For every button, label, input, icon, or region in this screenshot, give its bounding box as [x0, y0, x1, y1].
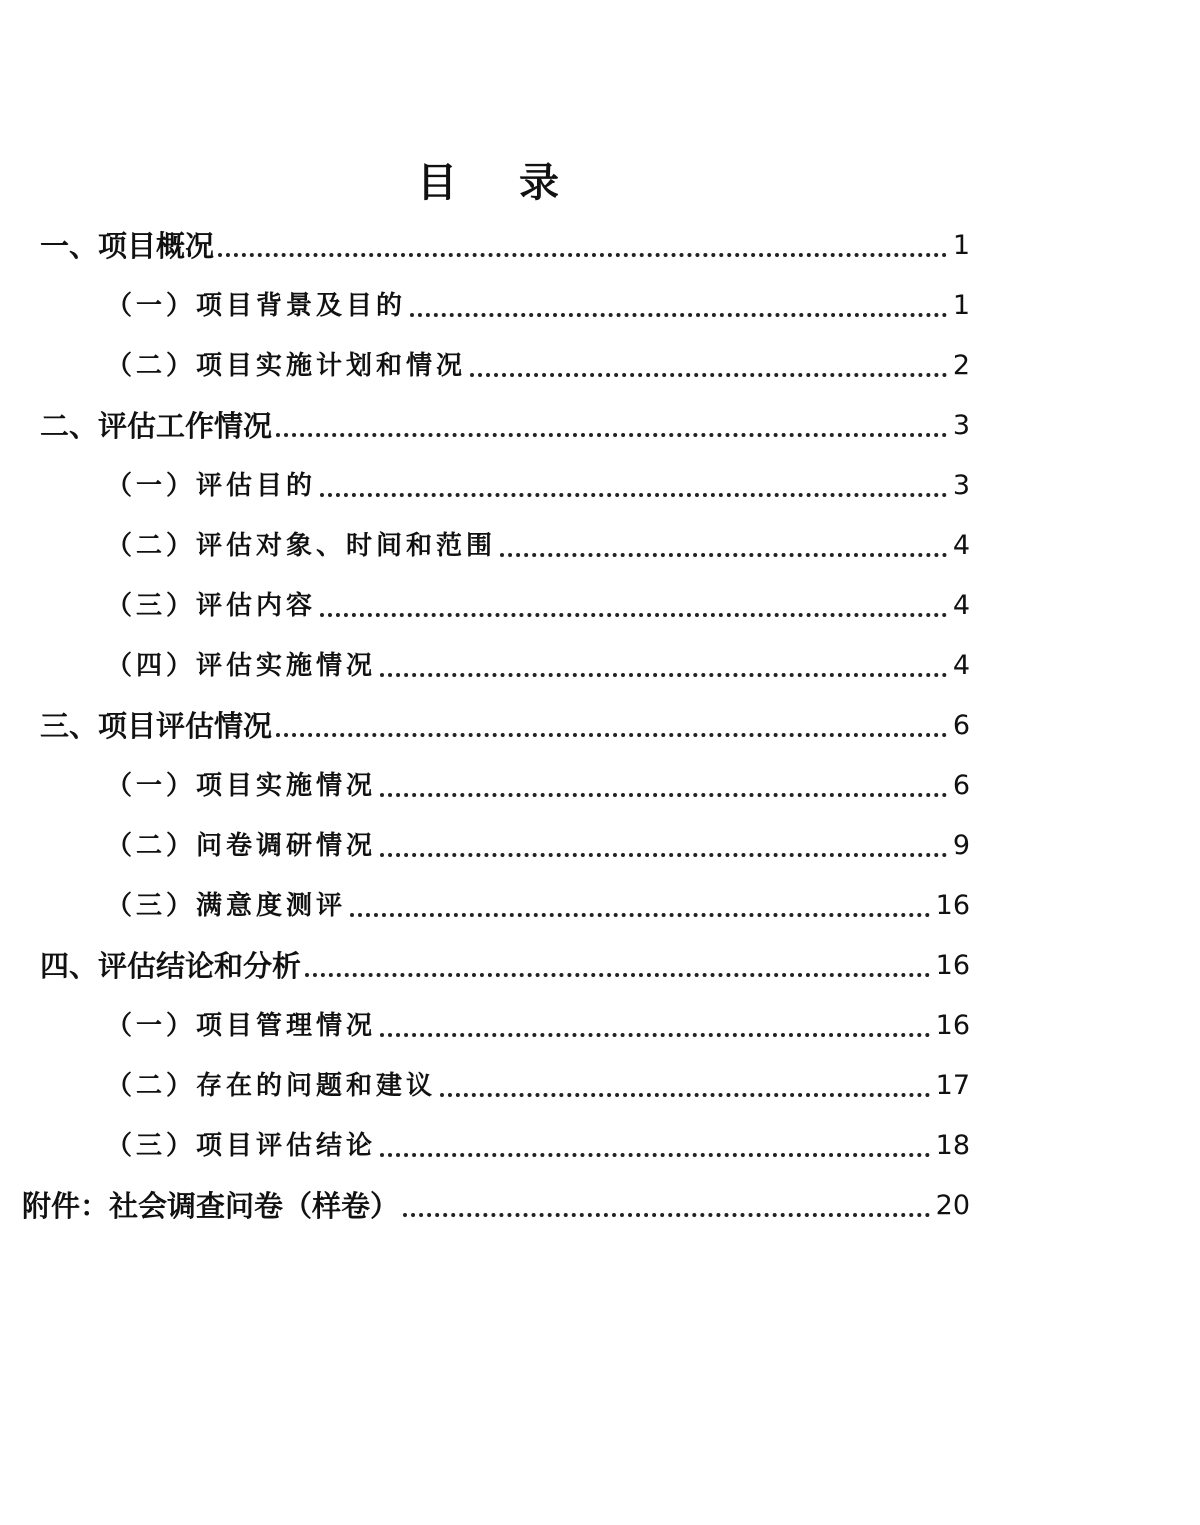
toc-entry-label: （二）问卷调研情况	[106, 831, 377, 861]
toc-entry-page: 9	[952, 830, 970, 861]
dot-leader	[218, 253, 947, 257]
dot-leader	[440, 1093, 930, 1097]
dot-leader	[410, 313, 947, 317]
toc-entry-page: 3	[952, 410, 970, 441]
toc-entry-label: （三）项目评估结论	[106, 1131, 377, 1161]
toc-entry[interactable]	[22, 1186, 970, 1226]
toc-entry-page: 1	[952, 290, 970, 321]
toc-entry[interactable]	[106, 526, 970, 566]
toc-entry-page: 16	[935, 890, 970, 921]
toc-entry-page: 17	[935, 1070, 970, 1101]
toc-entry[interactable]	[106, 886, 970, 926]
dot-leader	[305, 973, 930, 977]
toc-entry-page: 16	[935, 950, 970, 981]
toc-entry[interactable]	[106, 1006, 970, 1046]
toc-entry-label: （二）项目实施计划和情况	[106, 351, 467, 381]
dot-leader	[276, 733, 947, 737]
toc-entry-label: 二、评估工作情况	[40, 409, 273, 443]
toc-entry-page: 4	[952, 650, 970, 681]
toc-entry-page: 6	[952, 770, 970, 801]
toc-entry-page: 16	[935, 1010, 970, 1041]
toc-entry[interactable]	[40, 706, 970, 746]
toc-entry[interactable]	[106, 586, 970, 626]
toc-entry[interactable]	[106, 286, 970, 326]
toc-entry[interactable]	[106, 466, 970, 506]
toc-entry-page: 4	[952, 590, 970, 621]
toc-entry-label: 一、项目概况	[40, 229, 215, 263]
toc-entry-label: 附件：社会调查问卷（样卷）	[22, 1189, 400, 1223]
toc-entry-page: 3	[952, 470, 970, 501]
toc-entry-label: 三、项目评估情况	[40, 709, 273, 743]
toc-entry-label: （一）评估目的	[106, 471, 317, 501]
toc-entry[interactable]	[106, 766, 970, 806]
dot-leader	[320, 613, 947, 617]
dot-leader	[380, 1033, 930, 1037]
dot-leader	[403, 1213, 930, 1217]
toc-entry-label: （一）项目背景及目的	[106, 291, 407, 321]
toc-entry[interactable]	[106, 826, 970, 866]
toc-entry-label: 四、评估结论和分析	[40, 949, 302, 983]
toc-entry-label: （二）存在的问题和建议	[106, 1071, 437, 1101]
toc-entry[interactable]	[106, 1126, 970, 1166]
toc-entry-label: （一）项目管理情况	[106, 1011, 377, 1041]
dot-leader	[380, 793, 947, 797]
dot-leader	[380, 673, 947, 677]
toc-entry-label: （三）评估内容	[106, 591, 317, 621]
toc-entry[interactable]	[40, 226, 970, 266]
toc-entry-page: 2	[952, 350, 970, 381]
toc-entry-page: 20	[935, 1190, 970, 1221]
dot-leader	[380, 853, 947, 857]
page-title: 目 录	[417, 160, 583, 206]
toc-entry-page: 4	[952, 530, 970, 561]
toc-entry[interactable]	[106, 646, 970, 686]
dot-leader	[500, 553, 947, 557]
toc-entry-label: （四）评估实施情况	[106, 651, 377, 681]
toc-entry[interactable]	[106, 346, 970, 386]
toc-entry-page: 1	[952, 230, 970, 261]
toc-entry[interactable]	[106, 1066, 970, 1106]
dot-leader	[380, 1153, 930, 1157]
dot-leader	[276, 433, 947, 437]
toc-entry-label: （三）满意度测评	[106, 891, 347, 921]
toc-entry-page: 18	[935, 1130, 970, 1161]
toc-entry-label: （二）评估对象、时间和范围	[106, 531, 497, 561]
dot-leader	[350, 913, 930, 917]
dot-leader	[470, 373, 947, 377]
toc-entry-page: 6	[952, 710, 970, 741]
toc-entry[interactable]	[40, 946, 970, 986]
toc-entry-label: （一）项目实施情况	[106, 771, 377, 801]
dot-leader	[320, 493, 947, 497]
toc-entry[interactable]	[40, 406, 970, 446]
